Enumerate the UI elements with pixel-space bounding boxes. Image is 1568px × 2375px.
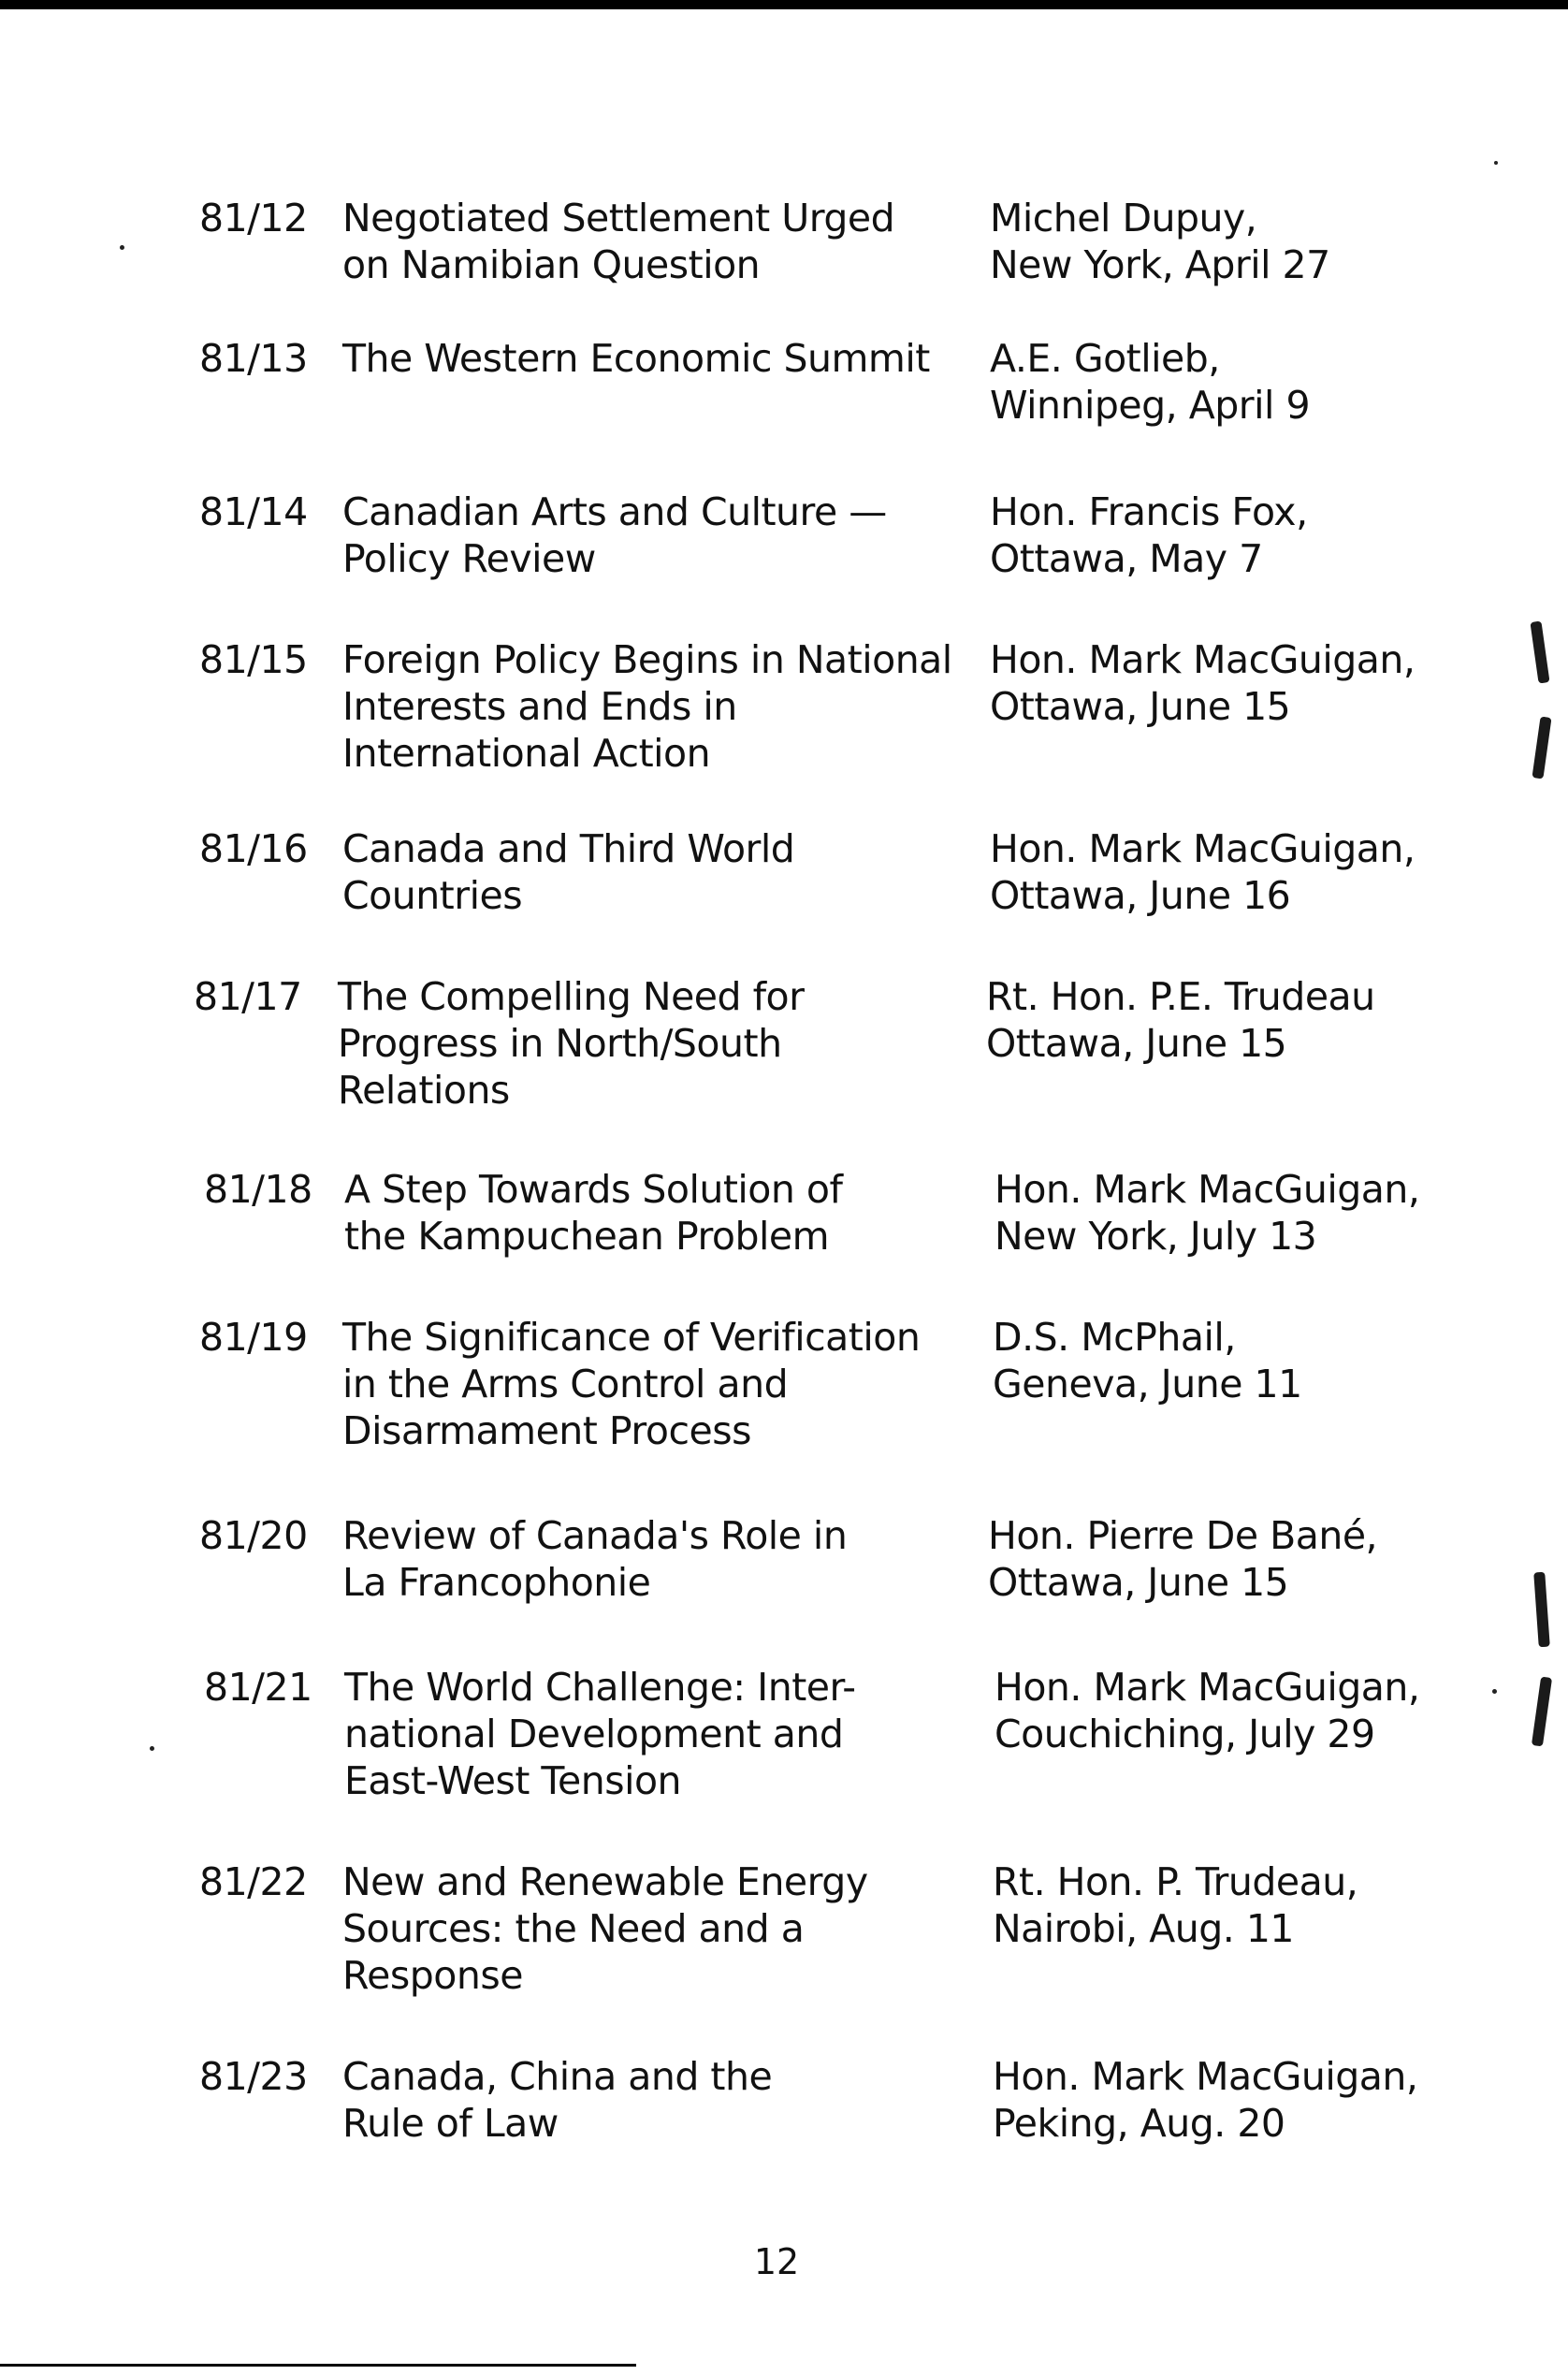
entry-number: 81/14 bbox=[199, 489, 308, 534]
entry-title: A Step Towards Solution of the Kampuchean Problem bbox=[344, 1167, 843, 1259]
entry-title: The World Challenge: Inter- national Development and East-West Tension bbox=[344, 1665, 856, 1803]
scan-speck bbox=[150, 1746, 154, 1751]
entry-speaker: Hon. Francis Fox, Ottawa, May 7 bbox=[990, 489, 1308, 581]
entry-speaker: Hon. Mark MacGuigan, Ottawa, June 16 bbox=[990, 826, 1416, 918]
entry-title: Canada, China and the Rule of Law bbox=[342, 2054, 773, 2146]
entry-speaker: Hon. Mark MacGuigan, Ottawa, June 15 bbox=[990, 637, 1416, 729]
bottom-rule bbox=[0, 2364, 636, 2367]
entry-number: 81/17 bbox=[194, 974, 302, 1019]
entry-number: 81/13 bbox=[199, 336, 308, 381]
entry-title: Foreign Policy Begins in National Interests and Ends in International Action bbox=[342, 637, 952, 776]
entry-number: 81/19 bbox=[199, 1315, 308, 1360]
entry-speaker: Rt. Hon. P.E. Trudeau Ottawa, June 15 bbox=[986, 974, 1375, 1066]
scan-speck bbox=[120, 245, 124, 250]
entry-speaker: Hon. Pierre De Bané, Ottawa, June 15 bbox=[988, 1513, 1378, 1605]
entry-number: 81/20 bbox=[199, 1513, 308, 1558]
entry-number: 81/18 bbox=[204, 1167, 312, 1212]
entry-title: Canadian Arts and Culture — Policy Review bbox=[342, 489, 887, 581]
entry-speaker: Hon. Mark MacGuigan, Peking, Aug. 20 bbox=[993, 2054, 1418, 2146]
entry-title: The Significance of Verification in the Arms Control and Disarmament Process bbox=[342, 1315, 921, 1453]
entry-title: New and Renewable Energy Sources: the Need and a Response bbox=[342, 1859, 868, 1998]
entry-title: Review of Canada's Role in La Francophonie bbox=[342, 1513, 848, 1605]
entry-number: 81/23 bbox=[199, 2054, 308, 2099]
scan-speck bbox=[1494, 161, 1498, 165]
scan-speck bbox=[1492, 1689, 1497, 1694]
entry-number: 81/21 bbox=[204, 1665, 312, 1710]
entry-speaker: D.S. McPhail, Geneva, June 11 bbox=[993, 1315, 1302, 1406]
entry-speaker: Hon. Mark MacGuigan, Couchiching, July 29 bbox=[995, 1665, 1420, 1756]
entry-title: The Western Economic Summit bbox=[342, 336, 930, 381]
entry-number: 81/16 bbox=[199, 826, 308, 871]
page-number: 12 bbox=[753, 2241, 800, 2282]
entry-number: 81/15 bbox=[199, 637, 308, 682]
entry-number: 81/22 bbox=[199, 1859, 308, 1904]
entry-title: Canada and Third World Countries bbox=[342, 826, 795, 918]
entry-title: The Compelling Need for Progress in North/South Relations bbox=[338, 974, 805, 1113]
entry-number: 81/12 bbox=[199, 196, 308, 240]
entry-title: Negotiated Settlement Urged on Namibian Question bbox=[342, 196, 895, 287]
entry-speaker: Michel Dupuy, New York, April 27 bbox=[990, 196, 1330, 287]
entry-speaker: Rt. Hon. P. Trudeau, Nairobi, Aug. 11 bbox=[993, 1859, 1358, 1951]
entry-speaker: A.E. Gotlieb, Winnipeg, April 9 bbox=[990, 336, 1311, 428]
entry-speaker: Hon. Mark MacGuigan, New York, July 13 bbox=[995, 1167, 1420, 1259]
